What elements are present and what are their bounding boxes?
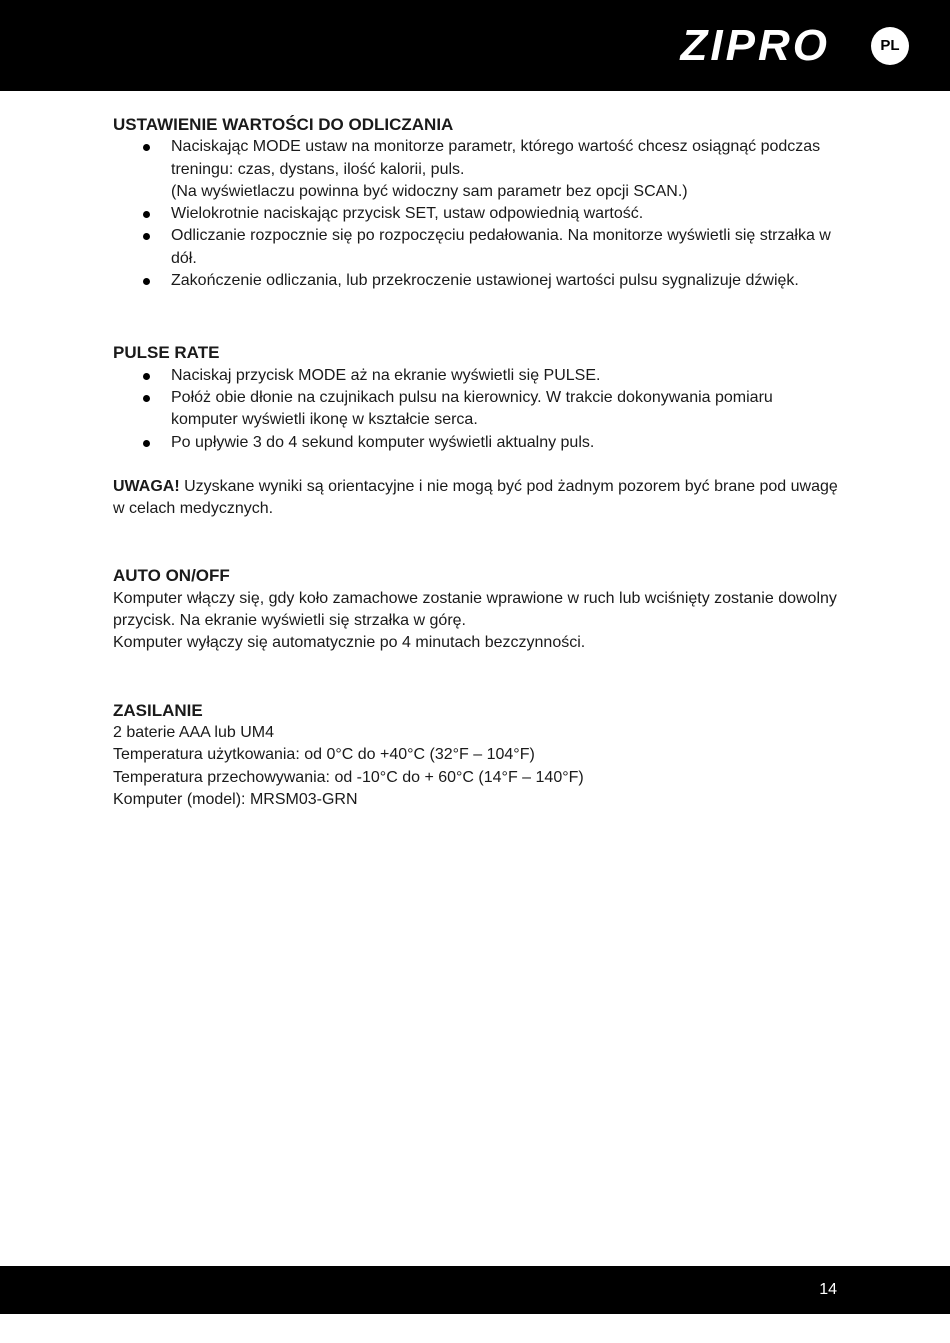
list-item: Zakończenie odliczania, lub przekroczenie ustawionej wartości pulsu sygnalizuje dźwięk.: [113, 270, 843, 292]
power-line: Temperatura użytkowania: od 0°C do +40°C (32°F – 104°F): [113, 746, 535, 764]
list-item: Naciskaj przycisk MODE aż na ekranie wyświetli się PULSE.: [113, 365, 843, 387]
spacer: [113, 655, 843, 700]
power-section-title: ZASILANIE: [113, 700, 203, 720]
document-body: [113, 114, 843, 811]
list-item: [113, 136, 843, 203]
countdown-note: (Na wyświetlaczu powinna być widoczny sam parametr bez opcji SCAN.): [171, 182, 688, 200]
power-line: 2 baterie AAA lub UM4: [113, 723, 274, 741]
warning-paragraph: [113, 476, 843, 521]
pulse-section-title: PULSE RATE: [113, 343, 220, 363]
page-footer: [0, 1266, 950, 1314]
pulse-list: [113, 365, 843, 454]
auto-text-2: Komputer wyłączy się automatycznie po 4 minutach bezczynności.: [113, 634, 586, 652]
auto-section-title: AUTO ON/OFF: [113, 566, 230, 586]
countdown-list: [113, 136, 843, 292]
power-line: Komputer (model): MRSM03-GRN: [113, 790, 358, 808]
warning-label: UWAGA!: [113, 477, 180, 495]
auto-text-1: Komputer włączy się, gdy koło zamachowe zostanie wprawione w ruch lub wciśnięty zostanie dowolny przycisk. Na ekranie wyświetli się strzałka w górę.: [113, 589, 837, 630]
power-line: Temperatura przechowywania: od -10°C do + 60°C (14°F – 140°F): [113, 768, 584, 786]
list-item: Wielokrotnie naciskając przycisk SET, ustaw odpowiednią wartość.: [113, 203, 843, 225]
list-item: Odliczanie rozpocznie się po rozpoczęciu pedałowania. Na monitorze wyświetli się strzałka w dół.: [113, 225, 843, 270]
spacer: [113, 520, 843, 565]
list-item: Połóż obie dłonie na czujnikach pulsu na kierownicy. W trakcie dokonywania pomiaru komputer wyświetli ikonę w kształcie serca.: [113, 387, 843, 432]
countdown-section-title: USTAWIENIE WARTOŚCI DO ODLICZANIA: [113, 115, 454, 134]
list-item: Po upływie 3 do 4 sekund komputer wyświetli aktualny puls.: [113, 432, 843, 454]
warning-text: Uzyskane wyniki są orientacyjne i nie mogą być pod żadnym pozorem być brane pod uwagę w celach medycznych.: [113, 477, 838, 518]
page-header: [0, 0, 950, 91]
list-item-text: Naciskając MODE ustaw na monitorze parametr, którego wartość chcesz osiągnąć podczas treningu: czas, dystans, ilość kalorii, puls.: [171, 138, 821, 178]
spacer: [113, 454, 843, 476]
zipro-logo: ZIPRO: [680, 21, 830, 70]
spacer: [113, 292, 843, 342]
language-badge: PL: [871, 27, 909, 65]
page-number: 14: [819, 1281, 837, 1298]
